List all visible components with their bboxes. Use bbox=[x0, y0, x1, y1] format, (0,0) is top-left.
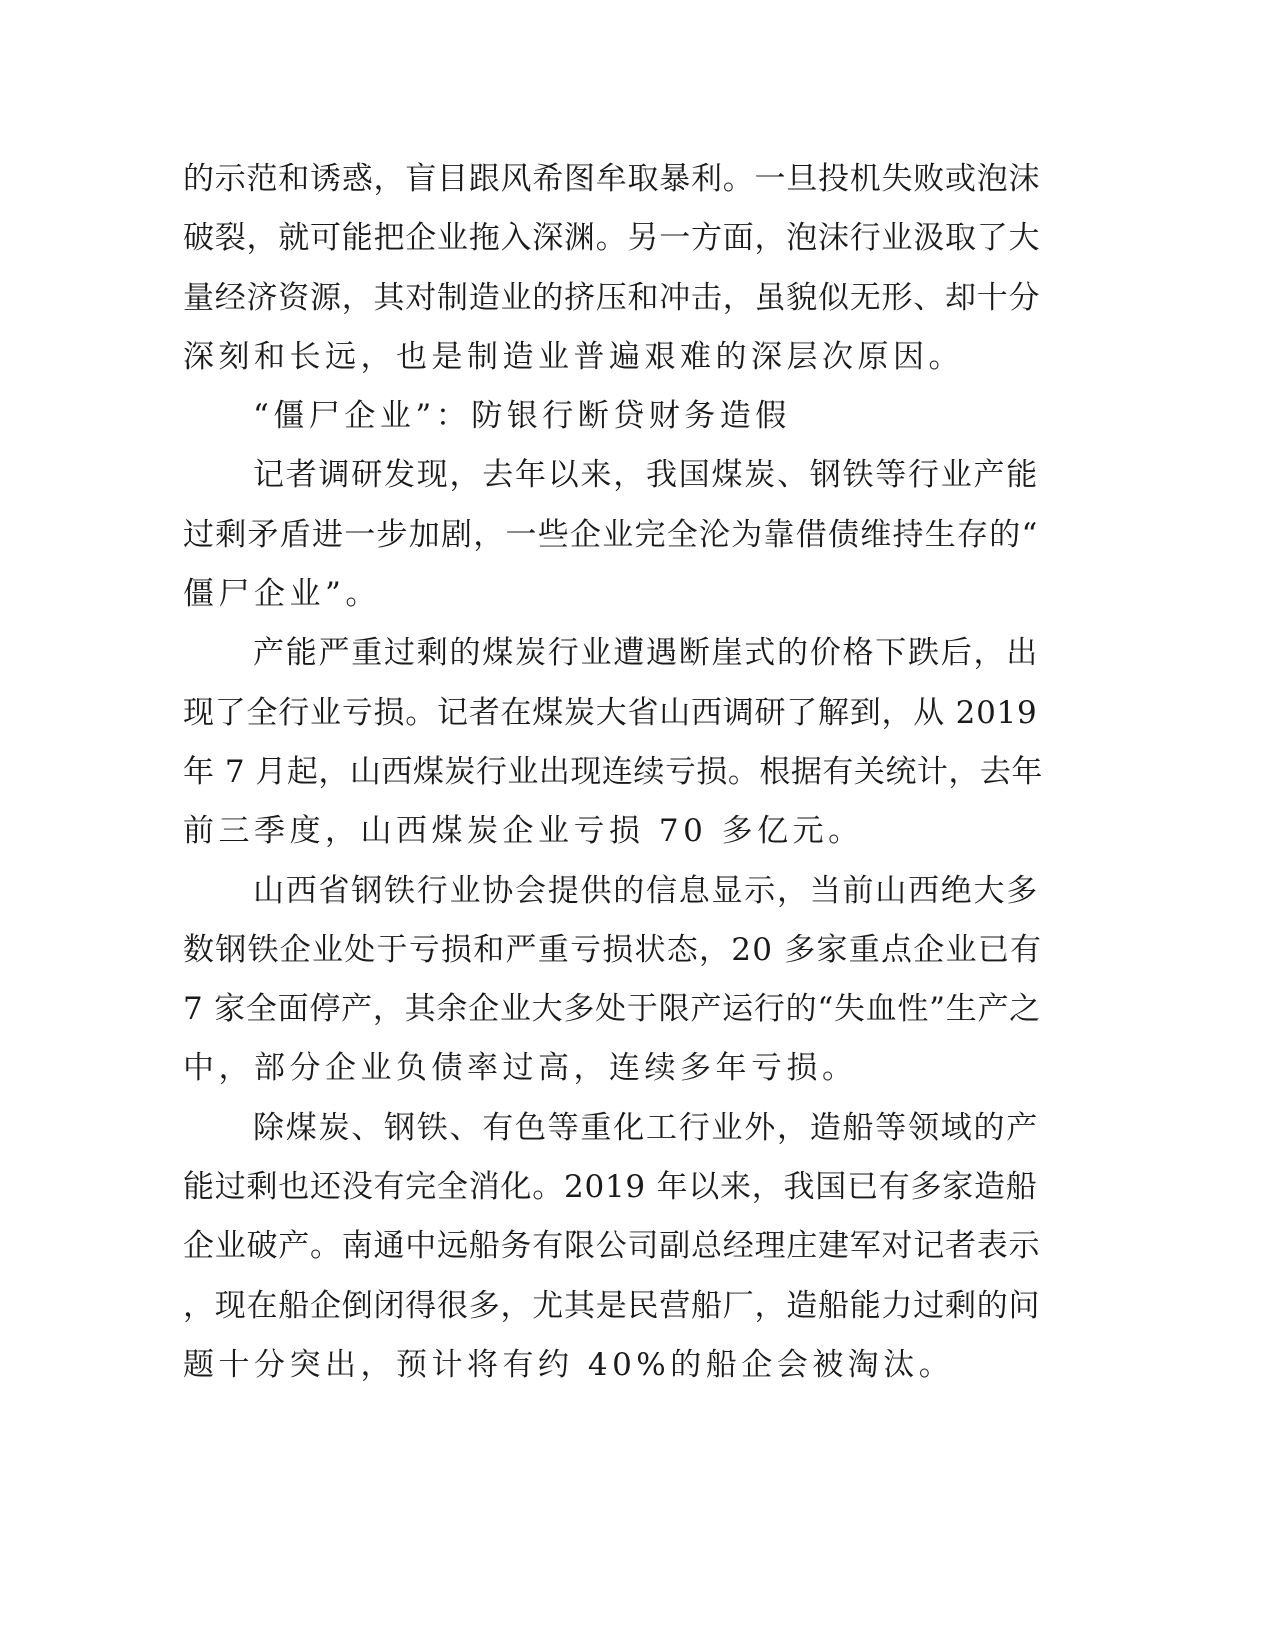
text-line: 产能严重过剩的煤炭行业遭遇断崖式的价格下跌后，出 bbox=[253, 635, 1039, 672]
text-line: 量经济资源，其对制造业的挤压和冲击，虽貌似无形、却十分 bbox=[183, 279, 1041, 316]
text-line: ，现在船企倒闭得很多，尤其是民营船厂，造船能力过剩的问 bbox=[183, 1287, 1041, 1324]
text-line: 7 家全面停产，其余企业大多处于限产运行的“失血性”生产之 bbox=[183, 991, 1042, 1028]
section-heading: “僵尸企业”：防银行断贷财务造假 bbox=[253, 398, 791, 435]
text-line: 过剩矛盾进一步加剧，一些企业完全沦为靠借债维持生存的“ bbox=[183, 516, 1039, 553]
text-line: 题十分突出，预计将有约 40%的船企会被淘汰。 bbox=[183, 1346, 955, 1383]
text-line: 僵尸企业”。 bbox=[183, 576, 381, 613]
text-line: 能过剩也还没有完全消化。2019 年以来，我国已有多家造船 bbox=[183, 1169, 1038, 1206]
text-line: 现了全行业亏损。记者在煤炭大省山西调研了解到，从 2019 bbox=[183, 694, 1038, 731]
text-line: 破裂，就可能把企业拖入深渊。另一方面，泡沫行业汲取了大 bbox=[183, 220, 1041, 257]
text-line: 的示范和诱惑，盲目跟风希图牟取暴利。一旦投机失败或泡沫 bbox=[183, 161, 1041, 197]
text-line: 深刻和长远，也是制造业普遍艰难的深层次原因。 bbox=[183, 338, 964, 375]
text-line: 除煤炭、钢铁、有色等重化工行业外，造船等领域的产 bbox=[253, 1109, 1039, 1146]
text-line: 企业破产。南通中远船务有限公司副总经理庄建军对记者表示 bbox=[183, 1228, 1041, 1265]
text-line: 中，部分企业负债率过高，连续多年亏损。 bbox=[183, 1050, 858, 1087]
body-text bbox=[183, 150, 1043, 1395]
text-line: 数钢铁企业处于亏损和严重亏损状态，20 多家重点企业已有 bbox=[183, 931, 1043, 968]
text-line: 山西省钢铁行业协会提供的信息显示，当前山西绝大多 bbox=[253, 872, 1039, 909]
text-line: 记者调研发现，去年以来，我国煤炭、钢铁等行业产能 bbox=[253, 457, 1039, 494]
text-line: 前三季度，山西煤炭企业亏损 70 多亿元。 bbox=[183, 813, 864, 850]
text-line: 年 7 月起，山西煤炭行业出现连续亏损。根据有关统计，去年 bbox=[183, 753, 1043, 790]
